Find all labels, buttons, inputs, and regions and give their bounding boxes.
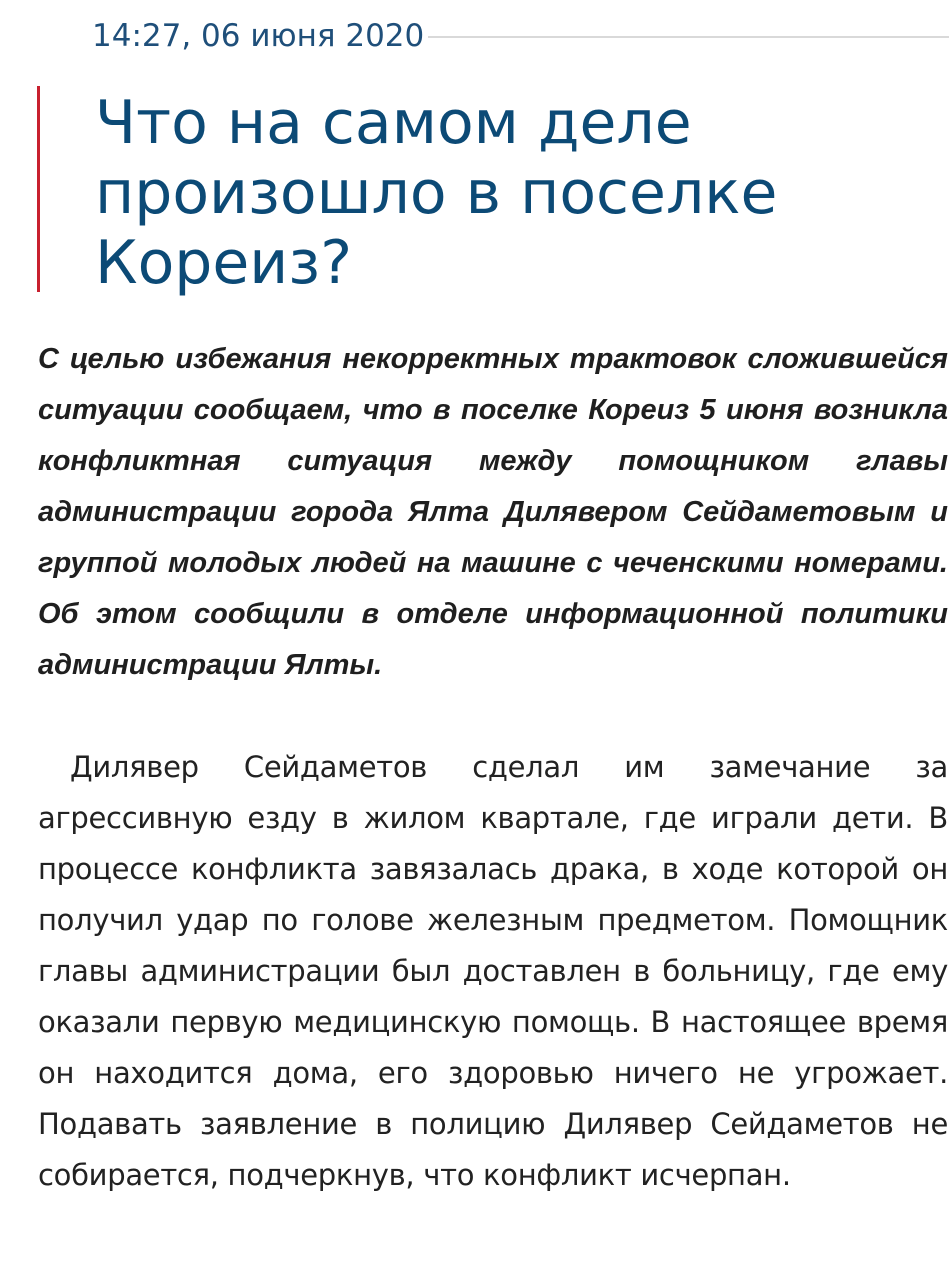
- title-block: [37, 86, 942, 298]
- article-body: Дилявер Сейдаметов сделал им замечание за агрессивную езду в жилом квартале, где играли дети. В процессе конфликта завязалась драка, в ходе которой он получил удар по голове железным предметом. Помощник главы администрации был доставлен в больницу, где ему оказали первую медицинскую помощь. В настоящее время он находится дома, его здоровью ничего не угрожает. Подавать заявление в полицию Дилявер Сейдаметов не собирается, подчеркнув, что конфликт исчерпан.: [38, 750, 948, 1192]
- article-meta: [0, 14, 949, 58]
- title-accent-bar: [37, 86, 40, 292]
- article-datetime: 14:27, 06 июня 2020: [92, 18, 425, 54]
- article-title: Что на самом деле произошло в поселке Кореиз?: [95, 88, 778, 298]
- article-lead: С целью избежания некорректных трактовок сложившейся ситуации сообщаем, что в поселке Кореиз 5 июня возникла конфликтная ситуация между помощником главы администрации города Ялта Дилявером Сейдаметовым и группой молодых людей на машине с чеченскими номерами. Об этом сообщили в отделе информационной политики администрации Ялты.: [38, 343, 948, 681]
- meta-divider: [428, 36, 949, 38]
